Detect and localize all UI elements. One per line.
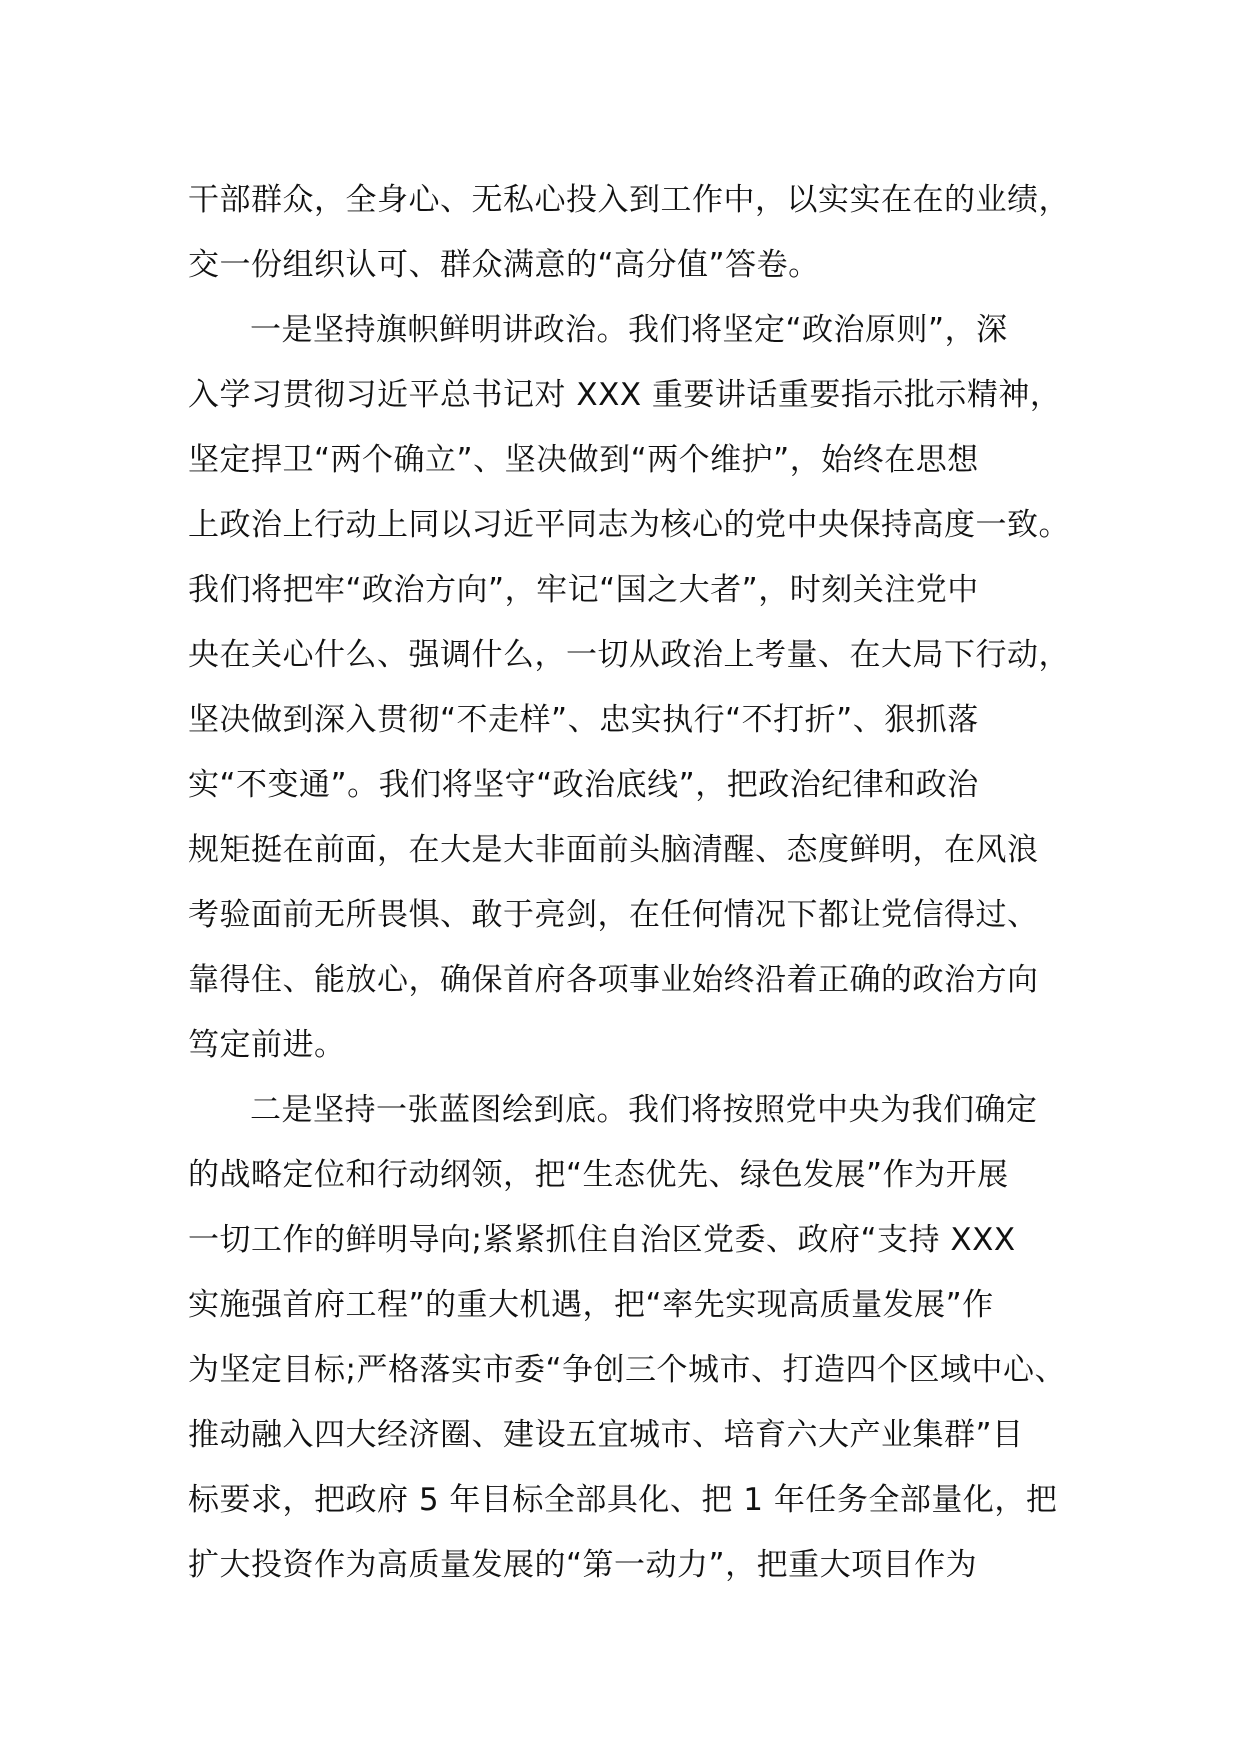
text-line-1: 干部群众，全身心、无私心投入到工作中，以实实在在的业绩， <box>188 182 1070 218</box>
text-line-7: 我们将把牢“政治方向”，牢记“国之大者”，时刻关注党中 <box>188 572 979 608</box>
text-line-19: 为坚定目标;严格落实市委“争创三个城市、打造四个区域中心、 <box>188 1352 1067 1388</box>
text-line-2: 交一份组织认可、群众满意的“高分值”答卷。 <box>188 247 820 283</box>
text-line-11: 规矩挺在前面，在大是大非面前头脑清醒、态度鲜明，在风浪 <box>188 832 1039 868</box>
text-line-12: 考验面前无所畏惧、敢于亮剑，在任何情况下都让党信得过、 <box>188 897 1039 933</box>
text-line-9: 坚决做到深入贯彻“不走样”、忠实执行“不打折”、狠抓落 <box>188 702 979 738</box>
paragraph-start-line: 一是坚持旗帜鲜明讲政治。我们将坚定“政治原则”，深 <box>250 312 1008 348</box>
text-line-13: 靠得住、能放心，确保首府各项事业始终沿着正确的政治方向 <box>188 962 1039 998</box>
text-line-4: 入学习贯彻习近平总书记对 XXX 重要讲话重要指示批示精神， <box>188 377 1062 413</box>
text-line-10: 实“不变通”。我们将坚守“政治底线”，把政治纪律和政治 <box>188 767 979 803</box>
document-body <box>188 168 1088 1598</box>
text-line-18: 实施强首府工程”的重大机遇，把“率先实现高质量发展”作 <box>188 1287 994 1323</box>
text-line-5: 坚定捍卫“两个确立”、坚决做到“两个维护”，始终在思想 <box>188 442 979 478</box>
text-line-14: 笃定前进。 <box>188 1027 346 1063</box>
text-line-8: 央在关心什么、强调什么，一切从政治上考量、在大局下行动， <box>188 637 1070 673</box>
text-line-6: 上政治上行动上同以习近平同志为核心的党中央保持高度一致。 <box>188 507 1070 543</box>
text-line-17: 一切工作的鲜明导向;紧紧抓住自治区党委、政府“支持 XXX <box>188 1222 1016 1258</box>
text-line-16: 的战略定位和行动纲领，把“生态优先、绿色发展”作为开展 <box>188 1157 1009 1193</box>
text-line-21: 标要求，把政府 5 年目标全部具化、把 1 年任务全部量化，把 <box>188 1482 1058 1518</box>
text-line-22: 扩大投资作为高质量发展的“第一动力”，把重大项目作为 <box>188 1547 978 1583</box>
paragraph-start-line: 二是坚持一张蓝图绘到底。我们将按照党中央为我们确定 <box>250 1092 1038 1128</box>
text-line-20: 推动融入四大经济圈、建设五宜城市、培育六大产业集群”目 <box>188 1417 1024 1453</box>
